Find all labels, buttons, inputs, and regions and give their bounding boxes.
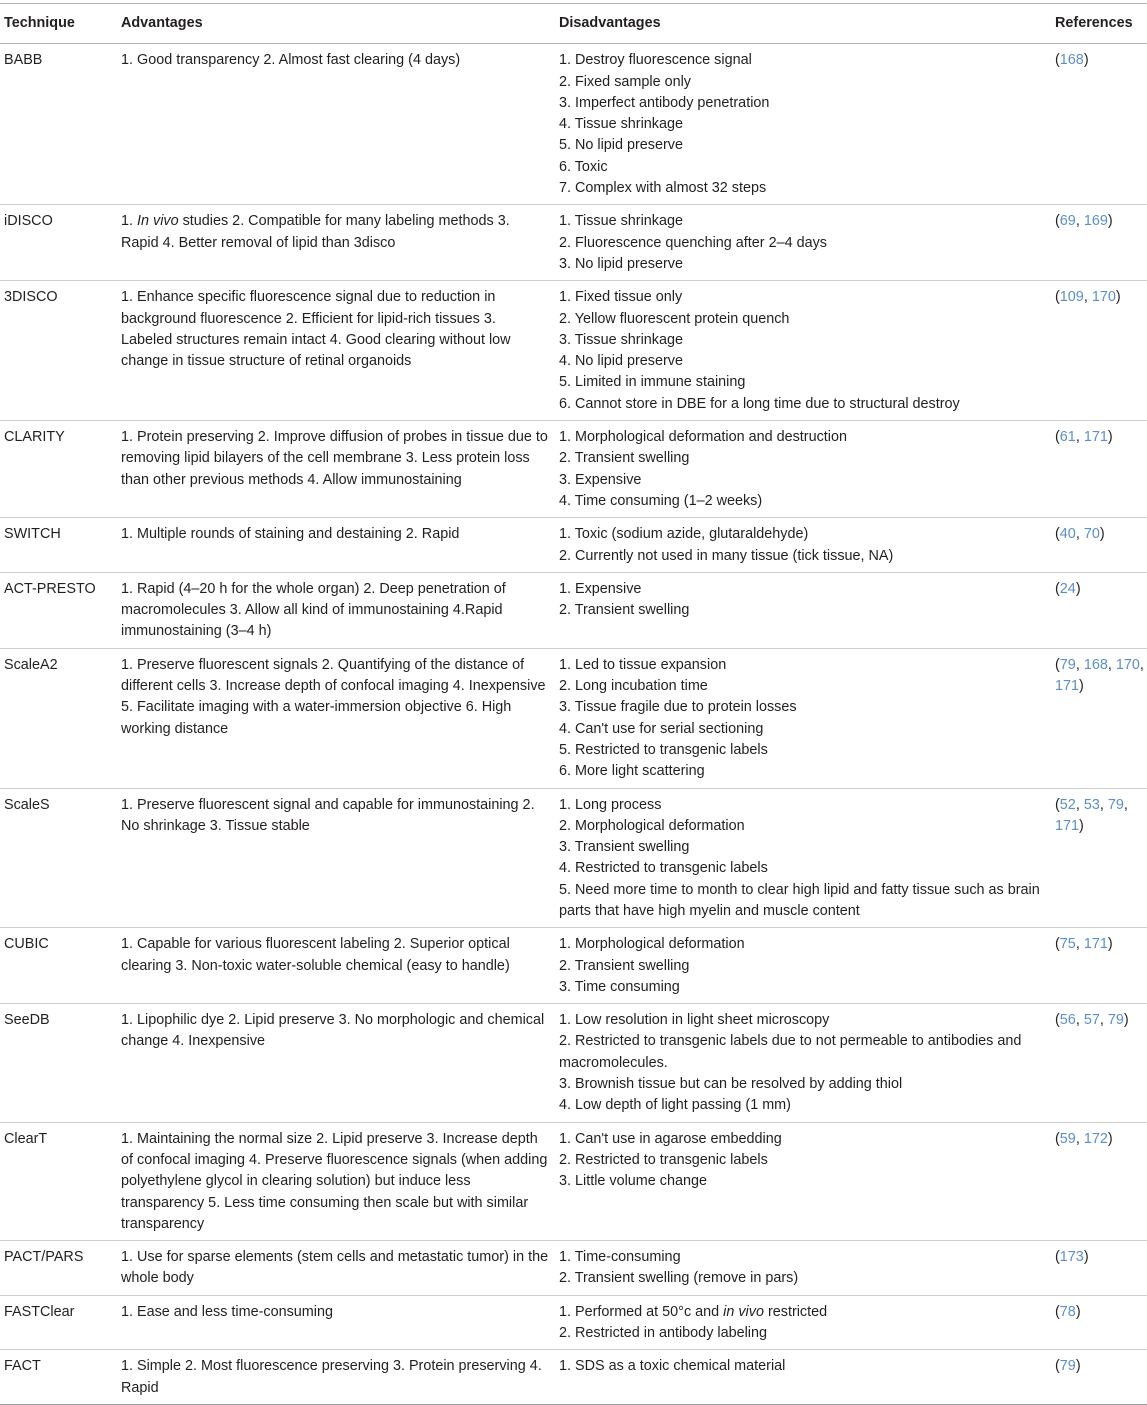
advantages-text: 1. Multiple rounds of staining and destaining 2. Rapid [121,526,460,543]
advantages-text: 1. Protein preserving 2. Improve diffusion of probes in tissue due to removing lipid bilayers of the cell membrane 3. Less protein loss than other previous methods 4. Allow immunostaining [121,429,548,488]
disadvantage-item: 2. Transient swelling [559,450,690,467]
table-row [0,44,1147,205]
advantages-text: 1. Lipophilic dye 2. Lipid preserve 3. No morphologic and chemical change 4. Inexpensive [121,1012,545,1050]
disadvantage-item: 4. Can't use for serial sectioning [559,720,764,737]
reference-punctuation: ) [1083,52,1089,69]
advantages-text: 1. Maintaining the normal size 2. Lipid preserve 3. Increase depth of confocal imaging 4. Preserve fluorescence signals (when adding polyethylene glycol in clearing solution) but induce less transparency 5. Less time consuming then scale but with similar transparency [121,1130,548,1232]
reference-punctuation: ( [1055,289,1060,306]
disadvantage-item: 1. Toxic (sodium azide, glutaraldehyde) [559,526,809,543]
disadvantage-item: 5. Need more time to month to clear high lipid and fatty tissue such as brain parts that have high myelin and muscle content [559,881,1040,919]
reference-link[interactable]: 168 [1083,656,1108,673]
references-cell [1051,1350,1147,1405]
disadvantage-item: 2. Transient swelling [559,957,690,974]
reference-punctuation: ( [1055,580,1060,597]
reference-punctuation: ( [1055,1130,1060,1147]
reference-link[interactable]: 79 [1059,1358,1076,1375]
technique-cell: CUBIC [4,936,49,953]
reference-link[interactable]: 79 [1107,796,1124,813]
reference-punctuation: ( [1055,936,1060,953]
advantages-text: 1. Ease and less time-consuming [121,1303,333,1320]
reference-link[interactable]: 169 [1083,213,1108,230]
reference-link[interactable]: 171 [1083,936,1108,953]
reference-punctuation: ( [1055,1012,1060,1029]
disadvantage-item: 7. Complex with almost 32 steps [559,180,767,197]
reference-punctuation: ) [1107,1130,1113,1147]
disadvantage-item: 1. Led to tissue expansion [559,656,727,673]
disadvantage-item: 5. Limited in immune staining [559,374,746,391]
table-row [0,205,1147,281]
reference-punctuation: ( [1055,1303,1060,1320]
disadvantage-item: 6. Toxic [559,158,608,175]
disadvantage-item: 5. No lipid preserve [559,137,683,154]
technique-cell: BABB [4,52,43,69]
disadvantages-cell [555,648,1051,788]
technique-cell: FASTClear [4,1303,75,1320]
disadvantages-cell [555,572,1051,648]
disadvantage-item: 2. Transient swelling [559,602,690,619]
disadvantage-item: 3. Brownish tissue but can be resolved by adding thiol [559,1076,903,1093]
advantages-cell [116,44,555,205]
technique-cell: ClearT [4,1130,48,1147]
reference-punctuation: , [1075,656,1084,673]
table-row [0,1122,1147,1240]
reference-link[interactable]: 59 [1059,1130,1076,1147]
disadvantage-item: 2. Yellow fluorescent protein quench [559,310,790,327]
reference-punctuation: ) [1123,1012,1129,1029]
disadvantage-item: 1. Time-consuming [559,1249,681,1266]
advantages-text: 1. [121,213,137,230]
advantages-cell [116,648,555,788]
reference-punctuation: ) [1075,580,1081,597]
reference-link[interactable]: 171 [1055,817,1080,834]
disadvantages-cell [555,928,1051,1004]
disadvantage-text: restricted [763,1303,828,1320]
header-references: References [1055,15,1133,31]
reference-punctuation: ( [1055,52,1060,69]
table-row [0,421,1147,518]
reference-punctuation: , [1139,656,1144,673]
disadvantage-item: 4. Time consuming (1–2 weeks) [559,492,763,509]
disadvantages-cell [555,788,1051,928]
table-header [0,4,1147,44]
references-cell [1051,1004,1147,1122]
reference-link[interactable]: 24 [1059,580,1076,597]
reference-link[interactable]: 172 [1083,1130,1108,1147]
reference-punctuation: , [1083,289,1092,306]
disadvantage-item: 1. Can't use in agarose embedding [559,1130,782,1147]
disadvantage-item: 4. Restricted to transgenic labels [559,860,768,877]
disadvantage-item: 1. Morphological deformation and destruction [559,429,847,446]
reference-link[interactable]: 170 [1115,656,1140,673]
disadvantage-item: 2. Long incubation time [559,678,708,695]
advantages-text: 1. Enhance specific fluorescence signal due to reduction in background fluorescence 2. Efficient for lipid-rich tissues 3. Labeled structures remain intact 4. Good clearing without low change in tissue structure of retinal organoids [121,289,511,370]
reference-link[interactable]: 75 [1059,936,1076,953]
reference-punctuation: ( [1055,526,1060,543]
reference-link[interactable]: 78 [1059,1303,1076,1320]
technique-cell: ACT-PRESTO [4,580,96,597]
reference-link[interactable]: 171 [1083,429,1108,446]
reference-punctuation: ) [1115,289,1121,306]
reference-punctuation: ) [1075,1303,1081,1320]
reference-punctuation: ) [1075,1358,1081,1375]
disadvantages-cell [555,1122,1051,1240]
advantages-cell [116,205,555,281]
table-row [0,281,1147,421]
header-technique: Technique [4,15,75,31]
reference-punctuation: ( [1055,1249,1060,1266]
references-cell [1051,1295,1147,1350]
reference-link[interactable]: 168 [1059,52,1084,69]
disadvantage-item: 2. Restricted to transgenic labels due to not permeable to antibodies and macromolecules. [559,1033,1022,1071]
technique-cell: 3DISCO [4,289,58,306]
advantages-cell [116,1295,555,1350]
technique-cell: ScaleA2 [4,656,58,673]
disadvantage-item: 1. Long process [559,796,662,813]
reference-punctuation: ( [1055,1358,1060,1375]
table-row [0,572,1147,648]
reference-link[interactable]: 52 [1059,796,1076,813]
reference-link[interactable]: 79 [1059,656,1076,673]
disadvantages-cell [555,1295,1051,1350]
advantages-cell [116,1004,555,1122]
table-body [0,44,1147,1405]
reference-link[interactable]: 173 [1059,1249,1084,1266]
disadvantage-item: 2. Morphological deformation [559,817,745,834]
disadvantage-item: 1. Expensive [559,580,642,597]
disadvantage-item: 1. Morphological deformation [559,936,745,953]
references-cell [1051,421,1147,518]
disadvantage-item: 2. Currently not used in many tissue (tick tissue, NA) [559,547,894,564]
references-cell [1051,281,1147,421]
disadvantage-item: 1. Fixed tissue only [559,289,683,306]
reference-punctuation: , [1099,796,1108,813]
disadvantage-item: 6. More light scattering [559,763,705,780]
header-advantages: Advantages [121,15,203,31]
table-row [0,1004,1147,1122]
technique-cell: SWITCH [4,526,61,543]
disadvantages-cell [555,1004,1051,1122]
reference-link[interactable]: 57 [1083,1012,1100,1029]
disadvantage-item: 2. Fluorescence quenching after 2–4 days [559,234,827,251]
disadvantage-item: 3. Transient swelling [559,839,690,856]
header-row [0,4,1147,44]
reference-punctuation: ( [1055,796,1060,813]
advantages-text: 1. Rapid (4–20 h for the whole organ) 2. Deep penetration of macromolecules 3. Allow all kind of immunostaining 4.Rapid immunostaining (3–4 h) [121,580,506,640]
reference-punctuation: ) [1107,429,1113,446]
references-cell [1051,928,1147,1004]
table-row [0,928,1147,1004]
reference-punctuation: , [1075,1012,1084,1029]
advantages-cell [116,788,555,928]
table-row [0,788,1147,928]
advantages-text: studies 2. Compatible for many labeling methods 3. Rapid 4. Better removal of lipid than 3disco [121,213,510,251]
reference-punctuation: ) [1107,936,1113,953]
table-row [0,518,1147,573]
reference-link[interactable]: 56 [1059,1012,1076,1029]
disadvantages-cell [555,1241,1051,1296]
advantages-cell [116,928,555,1004]
disadvantage-item: 2. Restricted to transgenic labels [559,1151,768,1168]
disadvantage-item: 3. Time consuming [559,978,680,995]
reference-link[interactable]: 69 [1059,213,1076,230]
disadvantages-cell [555,421,1051,518]
disadvantage-item: 1. Low resolution in light sheet microscopy [559,1012,830,1029]
references-cell [1051,572,1147,648]
reference-punctuation: , [1099,1012,1108,1029]
reference-punctuation: ) [1099,526,1105,543]
advantages-cell [116,421,555,518]
table-row [0,1241,1147,1296]
technique-cell: FACT [4,1358,41,1375]
comparison-table-container [0,3,1147,1405]
reference-link[interactable]: 53 [1083,796,1100,813]
disadvantage-text: 1. Performed at 50°c and [559,1303,724,1320]
references-cell [1051,44,1147,205]
table-row [0,1295,1147,1350]
reference-punctuation: , [1075,1130,1084,1147]
table-row [0,648,1147,788]
disadvantage-item: 1. SDS as a toxic chemical material [559,1358,786,1375]
disadvantage-item: 4. Tissue shrinkage [559,116,683,133]
technique-cell: iDISCO [4,213,53,230]
reference-punctuation: , [1075,429,1084,446]
references-cell [1051,648,1147,788]
reference-link[interactable]: 70 [1083,526,1100,543]
disadvantage-item: 4. No lipid preserve [559,353,683,370]
disadvantage-item: 4. Low depth of light passing (1 mm) [559,1097,791,1114]
disadvantage-item [559,1302,1045,1323]
reference-punctuation: , [1107,656,1116,673]
disadvantages-cell [555,518,1051,573]
disadvantage-item: 3. Little volume change [559,1173,707,1190]
advantages-text: 1. Preserve fluorescent signals 2. Quantifying of the distance of different cells 3. Increase depth of confocal imaging 4. Inexpensive 5. Facilitate imaging with a water-immersion objective 6. High working distance [121,656,546,737]
advantages-text: 1. Good transparency 2. Almost fast clearing (4 days) [121,52,461,69]
technique-cell: CLARITY [4,429,65,446]
references-cell [1051,205,1147,281]
disadvantage-item: 3. Imperfect antibody penetration [559,94,770,111]
references-cell [1051,518,1147,573]
reference-punctuation: ( [1055,656,1060,673]
technique-cell: ScaleS [4,796,50,813]
disadvantage-item: 5. Restricted to transgenic labels [559,741,768,758]
reference-link[interactable]: 79 [1107,1012,1124,1029]
technique-cell: PACT/PARS [4,1249,84,1266]
reference-punctuation: , [1075,936,1084,953]
advantages-text: 1. Use for sparse elements (stem cells and metastatic tumor) in the whole body [121,1249,549,1287]
header-disadvantages: Disadvantages [559,15,661,31]
disadvantages-cell [555,1350,1051,1405]
disadvantage-item: 2. Fixed sample only [559,73,691,90]
advantages-text: 1. Preserve fluorescent signal and capable for immunostaining 2. No shrinkage 3. Tissue stable [121,796,535,834]
reference-punctuation: , [1123,796,1128,813]
reference-link[interactable]: 170 [1091,289,1116,306]
advantages-cell [116,1241,555,1296]
disadvantage-item: 1. Destroy fluorescence signal [559,52,752,69]
advantages-cell [116,518,555,573]
tissue-clearing-techniques-table [0,3,1147,1405]
disadvantages-cell [555,44,1051,205]
disadvantage-item: 3. Expensive [559,471,642,488]
disadvantage-item: 3. Tissue fragile due to protein losses [559,699,797,716]
reference-punctuation: ( [1055,213,1060,230]
reference-link[interactable]: 171 [1055,678,1080,695]
advantages-cell [116,572,555,648]
disadvantage-text: in vivo [723,1303,764,1320]
reference-punctuation: ) [1083,1249,1089,1266]
references-cell [1051,788,1147,928]
disadvantage-item: 1. Tissue shrinkage [559,213,683,230]
disadvantages-cell [555,281,1051,421]
reference-punctuation: ( [1055,429,1060,446]
disadvantage-item: 3. Tissue shrinkage [559,331,683,348]
reference-link[interactable]: 61 [1059,429,1076,446]
reference-punctuation: ) [1107,213,1113,230]
disadvantage-item: 2. Restricted in antibody labeling [559,1325,767,1342]
disadvantages-cell [555,205,1051,281]
reference-punctuation: , [1075,796,1084,813]
references-cell [1051,1241,1147,1296]
advantages-text: In vivo [137,213,179,230]
advantages-text: 1. Capable for various fluorescent labeling 2. Superior optical clearing 3. Non-toxic water-soluble chemical (easy to handle) [121,936,510,974]
reference-link[interactable]: 40 [1059,526,1076,543]
reference-punctuation: , [1075,213,1084,230]
disadvantage-item: 3. No lipid preserve [559,255,683,272]
table-row [0,1350,1147,1405]
reference-link[interactable]: 109 [1059,289,1084,306]
technique-cell: SeeDB [4,1012,50,1029]
advantages-cell [116,1350,555,1405]
disadvantage-item: 6. Cannot store in DBE for a long time due to structural destroy [559,395,960,412]
advantages-cell [116,1122,555,1240]
reference-punctuation: ) [1079,817,1084,834]
reference-punctuation: , [1075,526,1084,543]
references-cell [1051,1122,1147,1240]
advantages-text: 1. Simple 2. Most fluorescence preserving 3. Protein preserving 4. Rapid [121,1358,542,1396]
reference-punctuation: ) [1079,678,1084,695]
disadvantage-item: 2. Transient swelling (remove in pars) [559,1270,799,1287]
advantages-cell [116,281,555,421]
